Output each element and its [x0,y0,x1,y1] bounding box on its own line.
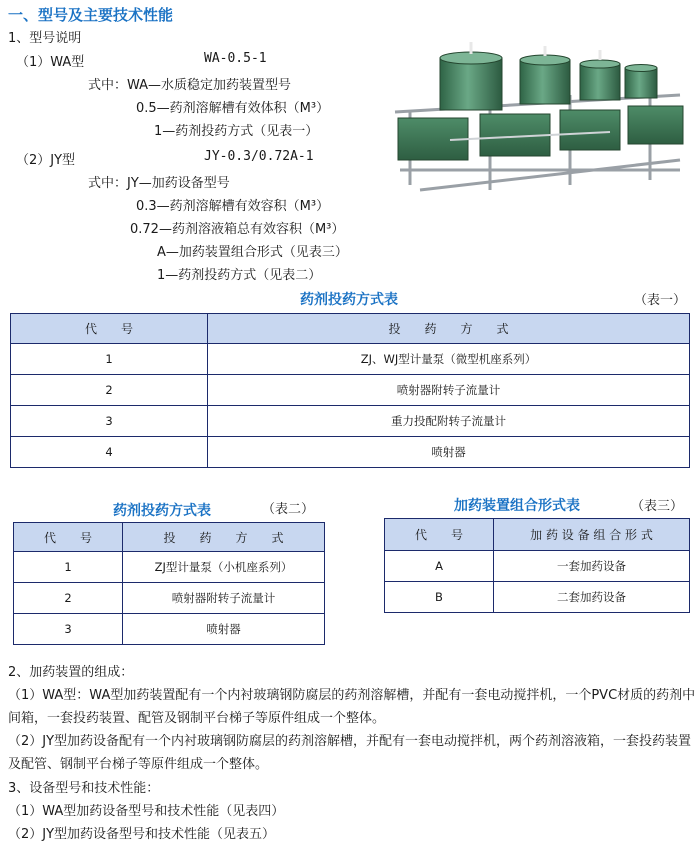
table1-title: 药剂投药方式表 [300,292,398,308]
table2-tag: （表二） [262,502,315,517]
cell-method: ZJ型计量泵（小机座系列） [123,552,325,583]
header-code: 代 号 [385,519,494,551]
table1-tag: （表一） [634,293,687,308]
cell-code: 2 [11,375,208,406]
table-header-row [14,523,325,552]
table3-title: 加药装置组合形式表 [454,498,580,514]
section-heading: 一、型号及主要技术性能 [8,6,174,24]
table-row [14,552,325,583]
table-row [385,551,690,582]
table2 [13,522,325,645]
jy-line-5: 1—药剂投药方式（见表二） [157,268,322,283]
subsection-title-specs: 3、设备型号和技术性能： [8,781,160,796]
subsection-title-model: 1、型号说明 [8,31,82,46]
header-combination: 加 药 设 备 组 合 形 式 [494,519,690,551]
jy-line-3: 0.72—药剂溶液箱总有效容积（M³） [130,222,345,237]
specs-wa-line: （1）WA型加药设备型号和技术性能（见表四） [8,804,285,819]
wa-model-code: WA-0.5-1 [204,51,267,66]
table-row [11,344,690,375]
cell-code: A [385,551,494,582]
jy-line-1: 式中：JY—加药设备型号 [88,176,230,191]
table-row [14,614,325,645]
table2-title: 药剂投药方式表 [113,503,211,519]
composition-jy-paragraph: （2）JY型加药设备配有一个内衬玻璃钢防腐层的药剂溶解槽，并配有一套电动搅拌机，两个药剂溶液箱，一套投药装置及配管、钢制平台梯子等原件组成一个整体。 [8,734,692,772]
cell-code: 1 [14,552,123,583]
cell-method: 喷射器 [123,614,325,645]
table3-tag: （表三） [631,499,684,514]
cell-method: 喷射器 [208,437,690,468]
table1 [10,313,690,468]
cell-code: 1 [11,344,208,375]
cell-combination: 二套加药设备 [494,582,690,613]
dosing-equipment-image [380,40,692,200]
table-row [11,375,690,406]
cell-method: 喷射器附转子流量计 [208,375,690,406]
cell-code: 3 [11,406,208,437]
jy-type-label: （2）JY型 [16,153,76,168]
header-method: 投 药 方 式 [208,314,690,344]
subsection-title-composition: 2、加药装置的组成： [8,665,134,680]
table-row [14,583,325,614]
header-code: 代 号 [11,314,208,344]
cell-method: 重力投配附转子流量计 [208,406,690,437]
cell-code: 3 [14,614,123,645]
cell-code: 2 [14,583,123,614]
specs-jy-line: （2）JY型加药设备型号和技术性能（见表五） [8,827,276,842]
table-row [11,437,690,468]
cell-combination: 一套加药设备 [494,551,690,582]
jy-line-2: 0.3—药剂溶解槽有效容积（M³） [136,199,330,214]
composition-wa-paragraph: （1）WA型：WA型加药装置配有一个内衬玻璃钢防腐层的药剂溶解槽，并配有一套电动搅拌机，一个PVC材质的药剂中间箱，一套投药装置、配管及钢制平台梯子等原件组成一个整体。 [8,688,696,726]
jy-line-4: A—加药装置组合形式（见表三） [157,245,348,260]
wa-line-2: 0.5—药剂溶解槽有效体积（M³） [136,101,330,116]
wa-line-3: 1—药剂投药方式（见表一） [154,124,319,139]
cell-code: B [385,582,494,613]
cell-method: 喷射器附转子流量计 [123,583,325,614]
cell-code: 4 [11,437,208,468]
table-row [11,406,690,437]
table3 [384,518,690,613]
header-code: 代 号 [14,523,123,552]
wa-type-label: （1）WA型 [16,55,85,70]
cell-method: ZJ、WJ型计量泵（微型机座系列） [208,344,690,375]
table-row [385,582,690,613]
header-method: 投 药 方 式 [123,523,325,552]
wa-line-1: 式中：WA—水质稳定加药装置型号 [88,78,292,93]
jy-model-code: JY-0.3/0.72A-1 [204,149,314,164]
table-header-row [385,519,690,551]
table-header-row [11,314,690,344]
